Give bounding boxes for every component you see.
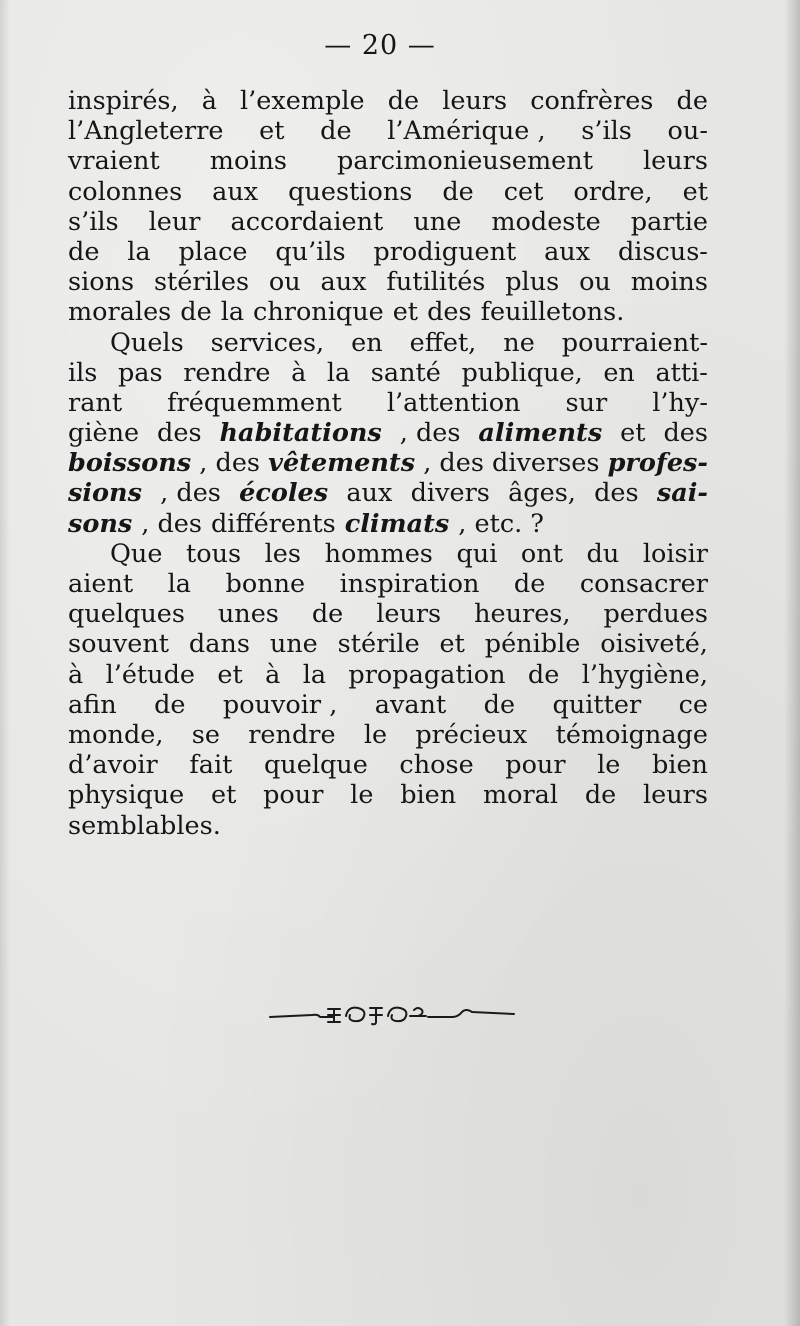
word: ou-: [667, 116, 708, 147]
page-number: — 20 —: [324, 30, 436, 61]
word: , des: [423, 448, 484, 479]
word: pouvoir ,: [222, 689, 338, 720]
word: s’ils: [581, 116, 632, 147]
word: leurs: [643, 146, 708, 177]
word: la: [302, 659, 327, 690]
word: questions: [288, 176, 413, 207]
word: hommes: [324, 538, 433, 569]
word: aux: [320, 267, 367, 298]
word: confrères: [530, 86, 654, 116]
word: de: [180, 297, 212, 328]
word: moins: [209, 146, 287, 177]
word: bien: [400, 780, 457, 811]
word: aux: [544, 236, 591, 267]
word: pourraient-: [561, 327, 708, 358]
word: sur: [565, 387, 608, 418]
word: unes: [217, 599, 279, 630]
word: souvent: [68, 629, 170, 660]
word: atti-: [655, 357, 708, 388]
word: , des: [199, 448, 260, 479]
word: ne: [503, 327, 535, 358]
word: l’Angleterre: [68, 116, 224, 147]
word: rendre: [183, 357, 271, 388]
word: prodiguent: [373, 236, 517, 267]
word: la: [127, 236, 151, 267]
word: aux: [212, 176, 259, 207]
word: se: [191, 719, 220, 750]
word: de: [311, 599, 344, 630]
italic-word: sai-: [656, 478, 708, 509]
italic-word: climats: [344, 508, 450, 539]
word: leurs: [376, 599, 442, 630]
italic-word: profes-: [607, 448, 708, 479]
word: avant: [374, 689, 447, 720]
text-line: [68, 539, 708, 569]
word: semblables.: [68, 810, 221, 841]
word: leurs: [442, 86, 508, 116]
word: et: [217, 659, 243, 690]
word: à: [265, 659, 281, 690]
word: et: [439, 629, 465, 660]
word: des: [157, 418, 202, 449]
word: dans: [188, 629, 250, 660]
word: des: [663, 418, 708, 449]
word: à: [68, 659, 84, 690]
italic-word: écoles: [239, 478, 329, 509]
page-body-text: [68, 86, 708, 841]
word: d’avoir: [68, 750, 158, 781]
word: chose: [399, 750, 474, 781]
text-line: [68, 237, 708, 267]
word: et: [211, 780, 237, 811]
word: les: [264, 538, 301, 569]
text-line: [68, 720, 708, 750]
word: de: [68, 236, 100, 267]
text-line: [68, 328, 708, 358]
word: rendre: [248, 719, 336, 750]
word: futilités: [386, 267, 486, 298]
text-line: [68, 146, 708, 176]
word: modeste: [491, 206, 601, 237]
italic-word: vêtements: [268, 448, 416, 479]
word: stérile: [337, 629, 420, 660]
word: Que: [110, 538, 163, 569]
word: s’ils: [68, 206, 119, 237]
word: sions: [68, 267, 135, 298]
word: propagation: [348, 659, 506, 690]
word: ils: [68, 357, 98, 388]
word: moins: [630, 267, 708, 298]
word: perdues: [603, 599, 708, 630]
italic-word: habitations: [219, 418, 382, 449]
word: l’exemple: [240, 86, 365, 116]
word: quelques: [68, 599, 185, 630]
word: de: [584, 780, 617, 811]
word: giène: [68, 418, 140, 449]
word: qu’ils: [275, 236, 346, 267]
word: Quels: [110, 327, 184, 358]
word: à: [201, 86, 217, 116]
word: pas: [117, 357, 163, 388]
word: santé: [370, 357, 441, 388]
italic-word: sions: [68, 478, 142, 509]
word: bonne: [225, 569, 306, 599]
word: divers: [410, 478, 490, 509]
word: différents: [210, 508, 336, 539]
word: morales: [68, 297, 172, 328]
word: bien: [651, 750, 708, 781]
word: le: [363, 719, 388, 750]
word: de: [442, 176, 474, 207]
word: de: [154, 689, 186, 720]
word: chronique: [253, 297, 384, 328]
word: colonnes: [68, 176, 183, 207]
word: services,: [210, 327, 325, 358]
word: quelque: [263, 750, 368, 781]
word: le: [350, 780, 374, 811]
word: de: [483, 689, 516, 720]
word: précieux: [415, 719, 528, 750]
word: en: [351, 327, 383, 358]
word: et: [682, 176, 708, 207]
word: de: [527, 659, 560, 690]
word: une: [413, 206, 462, 237]
text-line: [68, 297, 708, 327]
word: , etc. ?: [458, 508, 544, 539]
word: physique: [68, 780, 185, 811]
word: vraient: [68, 146, 160, 177]
word: aux: [346, 478, 393, 509]
word: afin: [68, 689, 117, 720]
text-line: [68, 780, 708, 810]
word: ou: [268, 267, 301, 298]
word: loisir: [642, 538, 708, 569]
word: aient: [68, 569, 134, 599]
word: et: [620, 418, 646, 449]
word: publique,: [461, 357, 583, 388]
word: cet: [503, 176, 544, 207]
text-line: [68, 478, 708, 508]
word: de: [387, 86, 420, 116]
text-line: [68, 629, 708, 659]
text-line: [68, 750, 708, 780]
word: fait: [189, 750, 233, 781]
word: l’attention: [386, 387, 521, 418]
word: témoignage: [555, 719, 708, 750]
word: en: [603, 357, 635, 388]
text-line: [68, 177, 708, 207]
word: ce: [678, 689, 708, 720]
word: l’étude: [105, 659, 196, 690]
word: de: [320, 116, 352, 147]
text-line: [68, 116, 708, 146]
word: inspirés,: [68, 86, 179, 116]
word: des: [594, 478, 639, 509]
word: quitter: [552, 689, 642, 720]
text-line: [68, 86, 708, 116]
word: pour: [505, 750, 566, 781]
word: l’hy-: [652, 387, 708, 418]
word: parcimonieusement: [337, 146, 593, 177]
word: leur: [148, 206, 201, 237]
word: pénible: [484, 629, 581, 660]
text-line: [68, 811, 708, 841]
text-line: [68, 448, 708, 478]
word: monde,: [68, 719, 164, 750]
word: l’hygiène,: [581, 659, 708, 690]
word: fréquemment: [167, 387, 342, 418]
word: ou: [579, 267, 611, 298]
word: du: [586, 538, 620, 569]
word: la: [326, 357, 351, 388]
text-line: [68, 690, 708, 720]
text-line: [68, 569, 708, 599]
word: l’Amérique ,: [387, 116, 546, 147]
text-line: [68, 358, 708, 388]
word: accordaient: [230, 206, 384, 237]
word: leurs: [643, 780, 708, 811]
word: pour: [263, 780, 324, 811]
italic-word: aliments: [478, 418, 603, 449]
page-right-shadow: [784, 0, 800, 1326]
word: à: [291, 357, 307, 388]
word: tous: [185, 538, 242, 569]
word: moral: [482, 780, 559, 811]
word: , des: [160, 478, 221, 509]
word: heures,: [474, 599, 571, 630]
word: rant: [68, 387, 123, 418]
word: de: [513, 569, 546, 599]
word: la: [220, 297, 245, 328]
word: et: [259, 116, 285, 147]
text-line: [68, 267, 708, 297]
word: plus: [505, 267, 560, 298]
word: de: [676, 86, 708, 116]
word: place: [178, 236, 248, 267]
word: , des: [399, 418, 461, 449]
word: feuilletons.: [480, 297, 625, 328]
word: qui: [456, 538, 498, 569]
text-line: [68, 660, 708, 690]
text-line: [68, 509, 708, 539]
text-line: [68, 418, 708, 448]
word: ordre,: [573, 176, 653, 207]
text-line: [68, 388, 708, 418]
word: inspiration: [339, 569, 480, 599]
word: partie: [630, 206, 708, 237]
text-line: [68, 207, 708, 237]
word: diverses: [492, 448, 600, 479]
page-left-shadow: [0, 0, 10, 1326]
italic-word: sons: [68, 508, 133, 539]
word: le: [597, 750, 621, 781]
word: des: [427, 297, 472, 328]
word: une: [269, 629, 318, 660]
end-flourish-ornament-icon: [268, 1002, 516, 1028]
word: effet,: [409, 327, 477, 358]
word: et: [392, 297, 419, 328]
word: ont: [520, 538, 563, 569]
italic-word: boissons: [68, 448, 192, 479]
word: , des: [141, 508, 202, 539]
word: discus-: [617, 236, 708, 267]
word: stériles: [153, 267, 250, 298]
word: consacrer: [579, 569, 708, 599]
word: âges,: [508, 478, 576, 509]
text-line: [68, 599, 708, 629]
word: oisiveté,: [600, 629, 708, 660]
word: la: [167, 569, 191, 599]
